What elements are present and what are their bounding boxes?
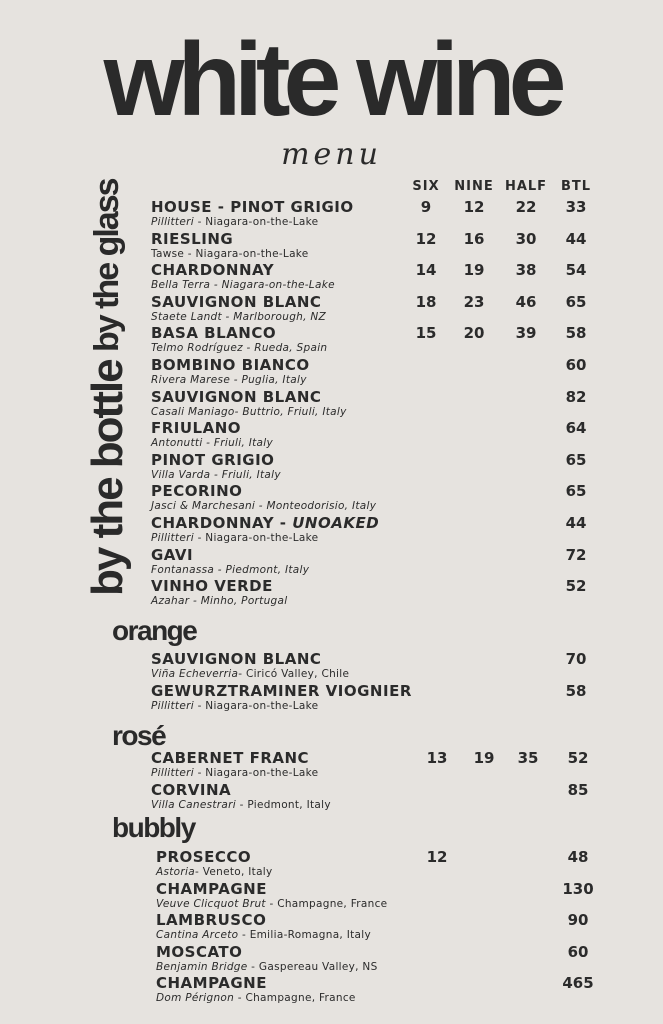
wine-region: - Ciricó Valley, Chile <box>238 668 350 680</box>
wine-producer <box>156 898 387 911</box>
wine-name-text: MOSCATO <box>156 942 243 961</box>
wine-name-text: PECORINO <box>151 482 243 501</box>
wine-name-text: HOUSE - PINOT GRIGIO <box>151 198 354 216</box>
wine-producer <box>151 248 309 261</box>
wine-name <box>151 419 273 437</box>
page-subtitle: menu <box>281 137 382 172</box>
wine-item <box>151 388 347 419</box>
wine-producer <box>151 342 327 355</box>
wine-name-text: CHAMPAGNE <box>156 879 267 898</box>
producer-name: Jasci & Marchesani - Monteodorisio, Italy <box>151 500 377 513</box>
producer-name: Pillitteri <box>151 699 194 712</box>
wine-item <box>151 419 273 450</box>
wine-name-text: CABERNET FRANC <box>151 749 310 767</box>
wine-name <box>151 577 287 595</box>
price-btl: 82 <box>565 387 587 406</box>
wine-name-text: SAUVIGNON BLANC <box>151 292 322 311</box>
wine-region: - Piedmont, Italy <box>235 798 331 811</box>
producer-name: Astoria <box>156 866 195 878</box>
wine-item <box>151 682 412 713</box>
wine-name <box>156 880 387 898</box>
wine-item <box>151 546 309 577</box>
producer-name: Dom Pérignon <box>156 992 235 1005</box>
price-six: 12 <box>426 848 448 866</box>
price-btl: 44 <box>565 514 587 532</box>
wine-producer <box>151 564 309 577</box>
price-btl: 65 <box>565 292 587 311</box>
wine-name <box>151 324 327 342</box>
price-btl: 64 <box>565 419 587 438</box>
price-btl: 44 <box>565 229 587 248</box>
wine-name <box>151 261 335 279</box>
wine-name-text: CHAMPAGNE <box>156 974 267 993</box>
producer-name: Veuve Clicquot Brut <box>156 897 266 910</box>
wine-name <box>151 650 349 668</box>
wine-item <box>151 261 335 292</box>
wine-name-text: RIESLING <box>151 229 234 248</box>
price-btl: 85 <box>567 780 589 799</box>
producer-name: Antonutti - Friuli, Italy <box>151 437 274 450</box>
wine-item <box>156 974 356 1005</box>
price-btl: 72 <box>565 545 587 564</box>
price-half: 30 <box>515 229 537 248</box>
wine-producer <box>156 866 273 879</box>
price-btl: 65 <box>565 482 587 501</box>
wine-item <box>151 577 287 608</box>
wine-name <box>151 388 347 406</box>
wine-name <box>151 230 309 248</box>
section-rose: rosé <box>112 720 166 751</box>
wine-name-text: FRIULANO <box>151 419 242 438</box>
producer-name: Staete Landt - Marlborough, NZ <box>151 310 327 323</box>
wine-name-text: CHARDONNAY - <box>151 514 293 532</box>
col-half: HALF <box>504 179 548 194</box>
wine-producer <box>151 437 273 450</box>
wine-producer <box>151 500 376 513</box>
price-nine: 20 <box>463 324 485 343</box>
wine-item <box>151 650 349 681</box>
wine-name-text: PROSECCO <box>156 848 252 866</box>
price-btl: 52 <box>565 577 587 596</box>
producer-name: Fontanassa - Piedmont, Italy <box>151 563 310 576</box>
wine-item <box>151 324 327 355</box>
producer-name: Pillitteri <box>151 767 194 779</box>
price-six: 13 <box>426 749 448 767</box>
producer-name: Cantina Arceto <box>156 929 239 942</box>
page-title: white wine <box>103 22 560 138</box>
wine-region: - Niagara-on-the-Lake <box>193 532 319 544</box>
wine-name-text: BASA BLANCO <box>151 324 277 343</box>
wine-name-style: UNOAKED <box>292 514 380 532</box>
wine-name <box>151 356 310 374</box>
wine-item <box>156 880 387 911</box>
producer-name: Casali Maniago- Buttrio, Friuli, Italy <box>151 405 347 418</box>
by-the-glass-label: by the glass <box>88 179 126 352</box>
wine-producer <box>151 406 347 419</box>
wine-item <box>151 198 354 229</box>
wine-name <box>151 546 309 564</box>
wine-item <box>151 781 331 812</box>
wine-item <box>151 356 310 387</box>
price-six: 14 <box>415 261 437 280</box>
producer-name: Bella Terra - Niagara-on-the-Lake <box>151 279 335 292</box>
wine-producer <box>151 767 318 780</box>
price-btl: 58 <box>565 681 587 700</box>
wine-name-text: SAUVIGNON BLANC <box>151 650 322 668</box>
price-half: 39 <box>515 324 537 343</box>
section-orange: orange <box>112 615 197 646</box>
wine-region: - Niagara-on-the-Lake <box>193 767 319 779</box>
wine-name <box>151 293 326 311</box>
price-six: 18 <box>415 292 437 311</box>
wine-producer <box>151 595 287 608</box>
wine-name-text: BOMBINO BIANCO <box>151 356 310 374</box>
wine-item <box>151 482 376 513</box>
wine-region: - Champagne, France <box>234 992 356 1005</box>
price-btl: 90 <box>567 911 589 930</box>
wine-name <box>151 451 281 469</box>
wine-item <box>156 848 273 879</box>
producer-name: Villa Varda - Friuli, Italy <box>151 468 281 481</box>
wine-producer <box>156 929 371 942</box>
wine-name-text: LAMBRUSCO <box>156 911 267 930</box>
wine-name-text: CHARDONNAY <box>151 261 275 280</box>
wine-producer <box>151 532 379 545</box>
price-btl: 60 <box>567 942 589 961</box>
price-btl: 60 <box>565 356 587 374</box>
wine-producer <box>151 216 354 229</box>
price-btl: 130 <box>562 879 594 898</box>
price-btl: 70 <box>565 650 587 668</box>
wine-producer <box>151 700 412 713</box>
wine-region: - Niagara-on-the-Lake <box>193 699 319 712</box>
price-btl: 52 <box>567 749 589 767</box>
price-btl: 33 <box>565 198 587 216</box>
wine-name-text: GEWURZTRAMINER VIOGNIER <box>151 681 412 700</box>
wine-producer <box>156 961 378 974</box>
wine-producer <box>156 992 356 1005</box>
price-half: 46 <box>515 292 537 311</box>
price-nine: 12 <box>463 198 485 216</box>
wine-name <box>156 848 273 866</box>
wine-producer <box>151 469 281 482</box>
wine-producer <box>151 374 310 387</box>
price-btl: 54 <box>565 261 587 280</box>
wine-producer <box>151 311 326 324</box>
price-six: 15 <box>415 324 437 343</box>
wine-item <box>151 749 318 780</box>
price-six: 9 <box>420 198 432 216</box>
price-btl: 48 <box>567 848 589 866</box>
by-the-bottle-label: by the bottle <box>83 360 132 596</box>
producer-name: Rivera Marese - Puglia, Italy <box>151 374 307 386</box>
wine-name <box>156 974 356 992</box>
price-half: 22 <box>515 198 537 216</box>
wine-name-text: SAUVIGNON BLANC <box>151 387 322 406</box>
producer-name: Viña Echeverria <box>151 668 239 680</box>
producer-name: Benjamin Bridge <box>156 960 248 973</box>
price-nine: 23 <box>463 292 485 311</box>
wine-item <box>151 293 326 324</box>
producer-name: Pillitteri <box>151 216 194 228</box>
wine-region: - Champagne, France <box>265 897 388 910</box>
wine-name <box>156 943 378 961</box>
price-btl: 465 <box>562 974 594 993</box>
wine-item <box>151 514 379 545</box>
wine-name <box>156 911 371 929</box>
wine-region: - Emilia-Romagna, Italy <box>238 929 371 942</box>
col-nine: NINE <box>454 179 494 194</box>
wine-name-text: VINHO VERDE <box>151 577 273 596</box>
wine-name-text: GAVI <box>151 545 194 564</box>
wine-name-text: CORVINA <box>151 780 232 799</box>
wine-item <box>151 230 309 261</box>
price-nine: 19 <box>463 261 485 280</box>
wine-name <box>151 749 318 767</box>
producer-name: Azahar - Minho, Portugal <box>151 595 288 608</box>
col-btl: BTL <box>560 179 592 194</box>
producer-name: Villa Canestrari <box>151 798 236 811</box>
producer-name: Pillitteri <box>151 532 194 544</box>
col-six: SIX <box>412 179 440 194</box>
wine-producer <box>151 279 335 292</box>
wine-region: - Gaspereau Valley, NS <box>247 960 378 973</box>
price-half: 35 <box>517 749 539 767</box>
wine-name <box>151 682 412 700</box>
wine-region: Tawse - Niagara-on-the-Lake <box>151 247 309 260</box>
wine-item <box>151 451 281 482</box>
wine-producer <box>151 799 331 812</box>
price-half: 38 <box>515 261 537 280</box>
price-nine: 16 <box>463 229 485 248</box>
wine-name-text: PINOT GRIGIO <box>151 450 275 469</box>
price-btl: 65 <box>565 450 587 469</box>
wine-item <box>156 943 378 974</box>
wine-name <box>151 482 376 500</box>
price-btl: 58 <box>565 324 587 343</box>
wine-region: - Veneto, Italy <box>194 866 273 878</box>
wine-producer <box>151 668 349 681</box>
wine-name <box>151 514 379 532</box>
price-six: 12 <box>415 229 437 248</box>
wine-item <box>156 911 371 942</box>
wine-region: - Niagara-on-the-Lake <box>193 216 319 228</box>
producer-name: Telmo Rodríguez - Rueda, Spain <box>151 342 328 355</box>
wine-name <box>151 198 354 216</box>
price-nine: 19 <box>473 749 495 767</box>
wine-name <box>151 781 331 799</box>
section-bubbly: bubbly <box>112 812 195 843</box>
